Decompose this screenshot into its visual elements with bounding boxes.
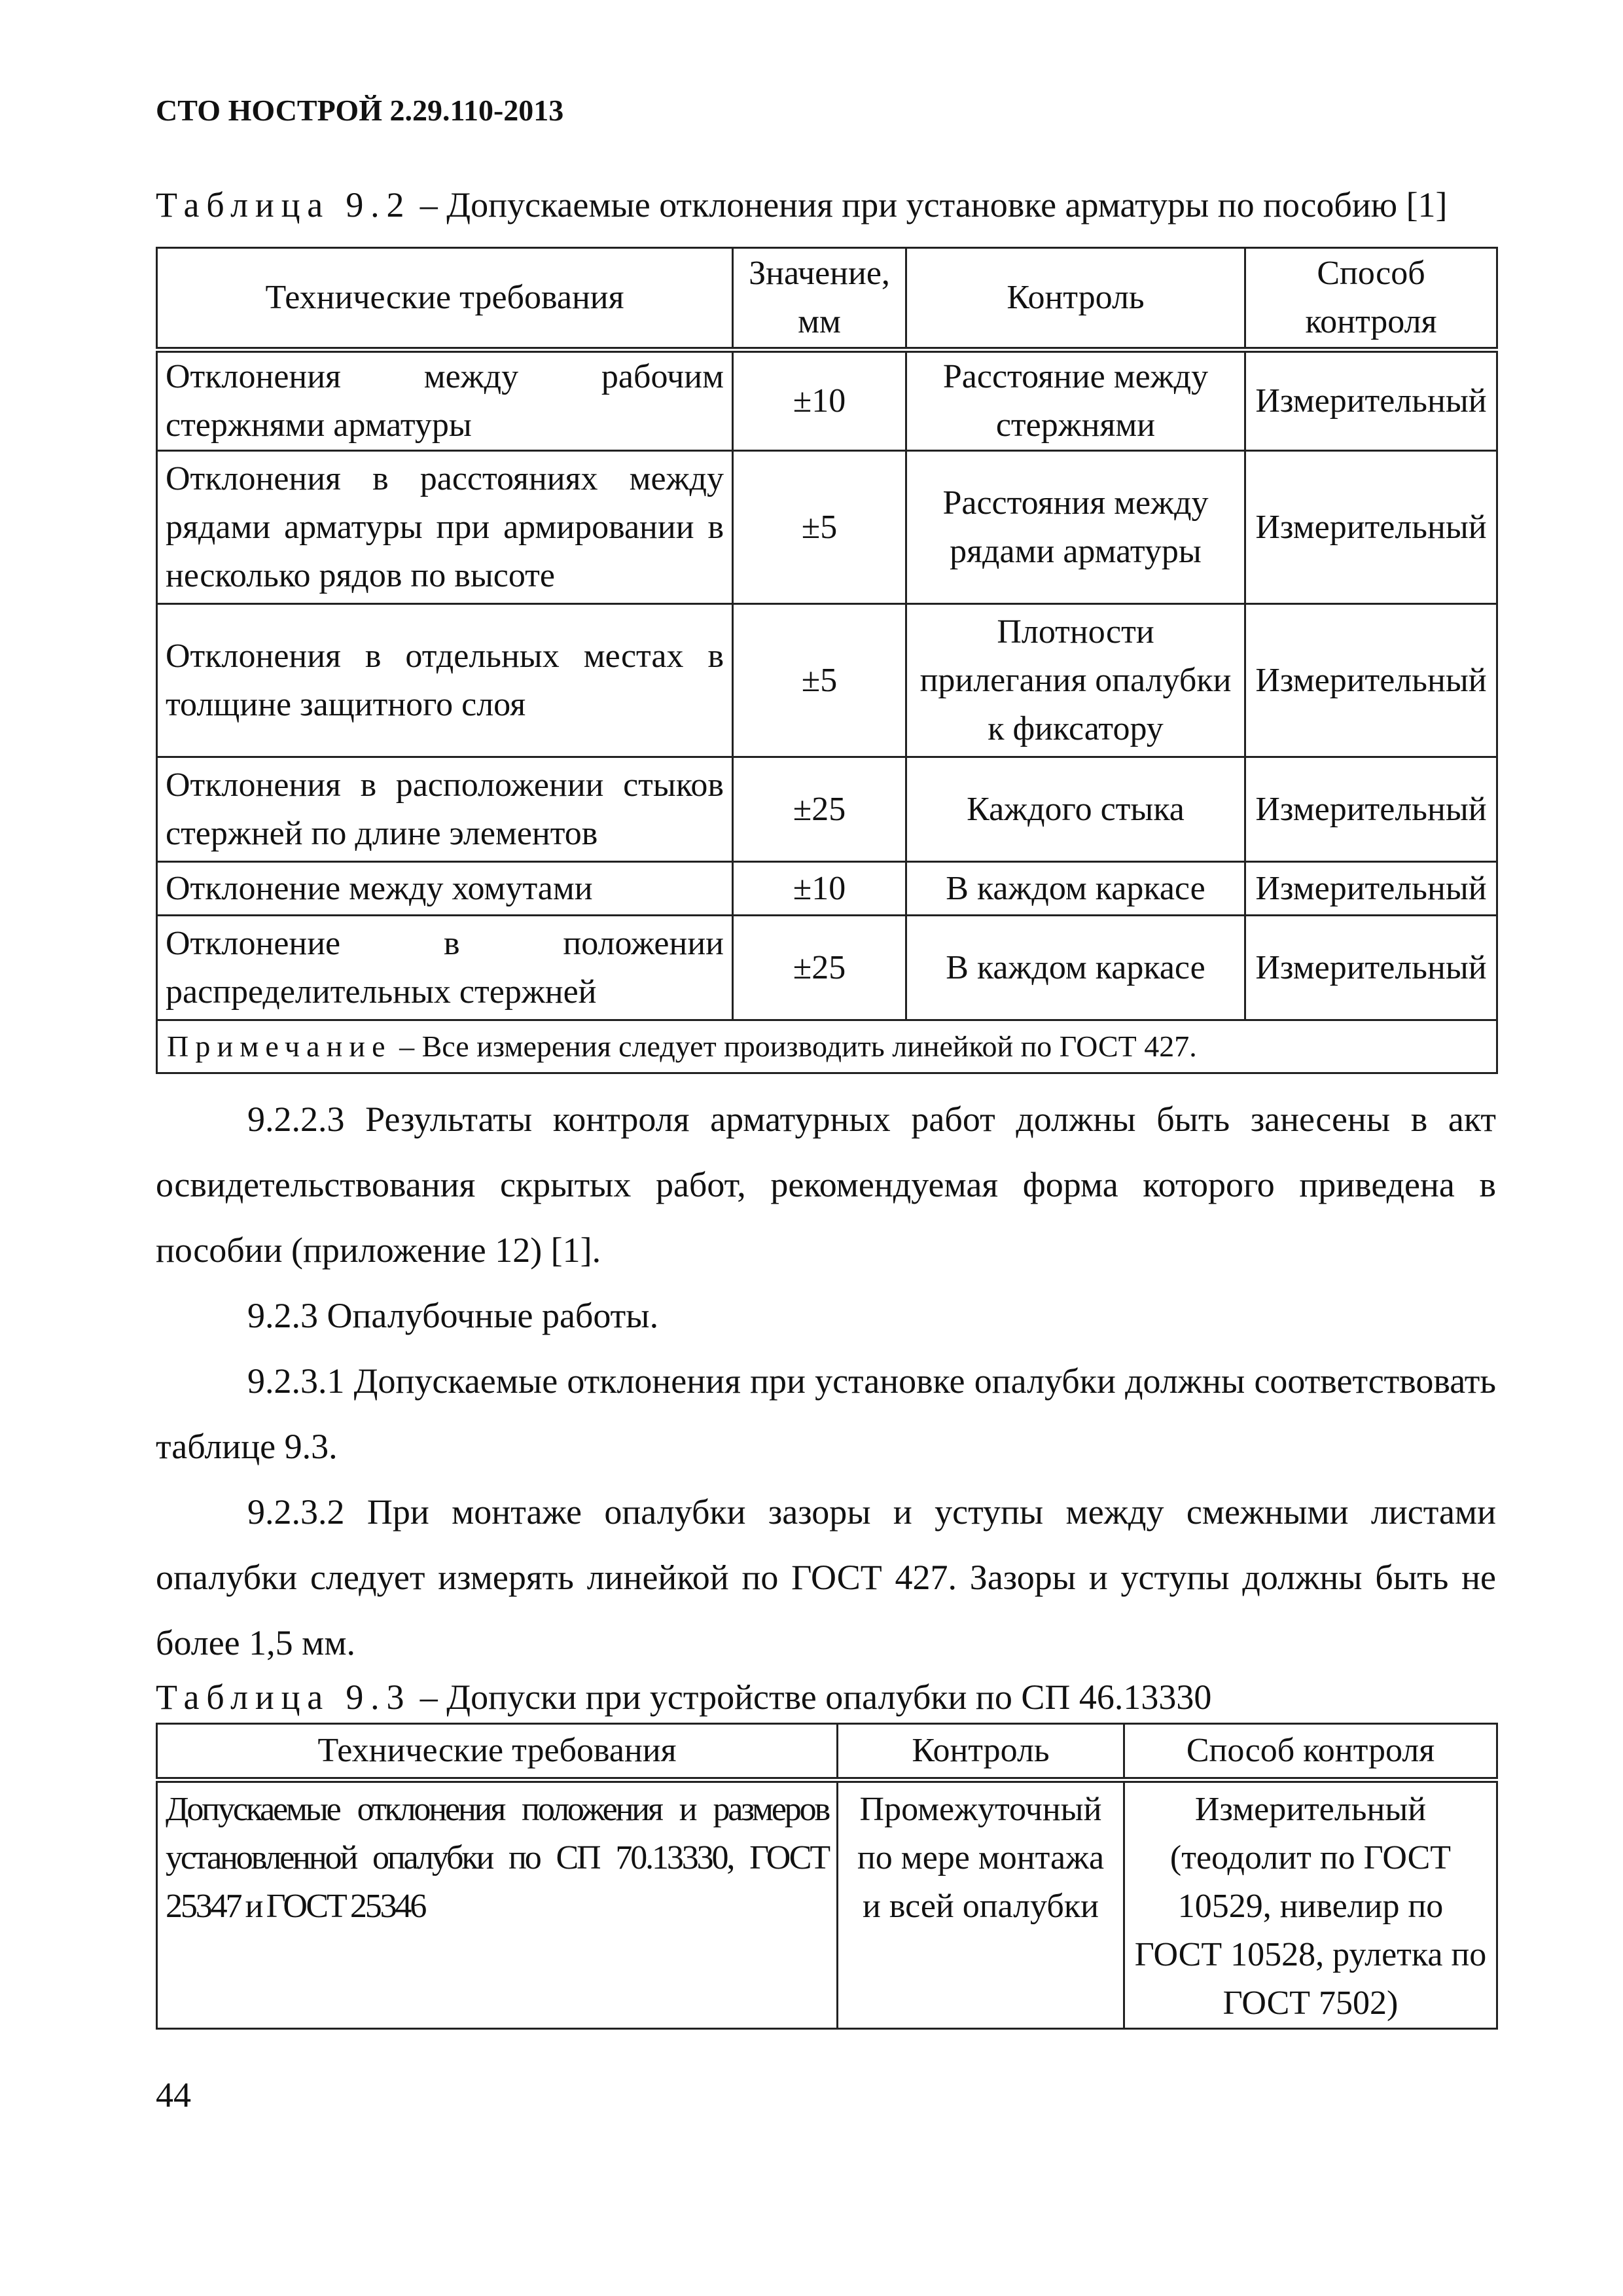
cell-method: Измерительный [1245, 757, 1497, 862]
column-header-method: Способ контроля [1124, 1724, 1497, 1780]
cell-requirement: Отклонение между хомутами [157, 862, 733, 916]
column-header-control: Контроль [906, 248, 1245, 350]
cell-requirement: Отклонения в расположении стыков стержней по длине элементов [157, 757, 733, 862]
cell-value: ±25 [733, 757, 906, 862]
table-row [157, 916, 1497, 1020]
table-note [157, 1020, 1497, 1073]
cell-requirement: Отклонения между рабочим стержнями арматуры [157, 350, 733, 451]
cell-value: ±10 [733, 350, 906, 451]
table-note-row [157, 1020, 1497, 1073]
cell-control: Расстояния между рядами арматуры [906, 451, 1245, 604]
cell-control: В каждом каркасе [906, 862, 1245, 916]
cell-control: В каждом каркасе [906, 916, 1245, 1020]
cell-requirement: Отклонения в отдельных местах в толщине защитного слоя [157, 604, 733, 757]
column-header-requirements: Технические требования [157, 1724, 838, 1780]
table-row [157, 862, 1497, 916]
cell-control: Расстояние между стержнями [906, 350, 1245, 451]
table-9-3-caption-prefix: Таблица 9.3 [156, 1677, 412, 1717]
cell-value: ±5 [733, 451, 906, 604]
page-number: 44 [156, 2075, 191, 2115]
column-header-control: Контроль [838, 1724, 1124, 1780]
table-row [157, 451, 1497, 604]
table-row [157, 350, 1497, 451]
cell-method: Измерительный [1245, 451, 1497, 604]
cell-value: ±10 [733, 862, 906, 916]
paragraph-9-2-3-2: 9.2.3.2 При монтаже опалубки зазоры и уступы между смежными листами опалубки следует измерять линейкой по ГОСТ 427. Зазоры и уступы должны быть не более 1,5 мм. [156, 1492, 1496, 1662]
cell-requirement: Допускаемые отклонения положения и размеров установленной опалубки по СП 70.13330, ГОСТ 25347 и ГОСТ 25346 [157, 1780, 838, 2029]
table-row [157, 757, 1497, 862]
table-row [157, 1780, 1497, 2029]
cell-control: Промежуточный по мере монтажа и всей опалубки [838, 1780, 1124, 2029]
cell-method: Измерительный [1245, 916, 1497, 1020]
cell-control: Плотности прилегания опалубки к фиксатору [906, 604, 1245, 757]
paragraph-9-2-2-3: 9.2.2.3 Результаты контроля арматурных работ должны быть занесены в акт освидетельствования скрытых работ, рекомендуемая форма которого приведена в пособии (приложение 12) [1]. [156, 1100, 1496, 1270]
column-header-method: Способ контроля [1245, 248, 1497, 350]
cell-method: Измерительный (теодолит по ГОСТ 10529, нивелир по ГОСТ 10528, рулетка по ГОСТ 7502) [1124, 1780, 1497, 2029]
cell-method: Измерительный [1245, 862, 1497, 916]
cell-value: ±5 [733, 604, 906, 757]
cell-method: Измерительный [1245, 604, 1497, 757]
note-text: – Все измерения следует производить линейкой по ГОСТ 427. [391, 1030, 1197, 1063]
cell-requirement: Отклонение в положении распределительных стержней [157, 916, 733, 1020]
cell-method: Измерительный [1245, 350, 1497, 451]
cell-value: ±25 [733, 916, 906, 1020]
column-header-requirements: Технические требования [157, 248, 733, 350]
table-row [157, 604, 1497, 757]
paragraph-9-2-3: 9.2.3 Опалубочные работы. [247, 1296, 659, 1335]
cell-control: Каждого стыка [906, 757, 1245, 862]
table-9-3-caption-text: – Допуски при устройстве опалубки по СП 46.13330 [411, 1677, 1212, 1717]
paragraph-9-2-3-1: 9.2.3.1 Допускаемые отклонения при установке опалубки должны соответствовать таблице 9.3. [156, 1361, 1496, 1466]
document-header: СТО НОСТРОЙ 2.29.110-2013 [156, 94, 564, 127]
table-9-2 [156, 247, 1498, 1074]
table-9-3-caption [156, 1677, 1211, 1717]
cell-requirement: Отклонения в расстояниях между рядами арматуры при армировании в несколько рядов по высоте [157, 451, 733, 604]
table-9-3 [156, 1723, 1498, 2030]
table-9-2-caption-text: – Допускаемые отклонения при установке арматуры по пособию [1] [411, 185, 1448, 224]
note-label: Примечание [167, 1030, 392, 1063]
column-header-value: Значение, мм [733, 248, 906, 350]
table-9-2-caption [156, 185, 1448, 225]
table-9-2-caption-prefix: Таблица 9.2 [156, 185, 412, 224]
